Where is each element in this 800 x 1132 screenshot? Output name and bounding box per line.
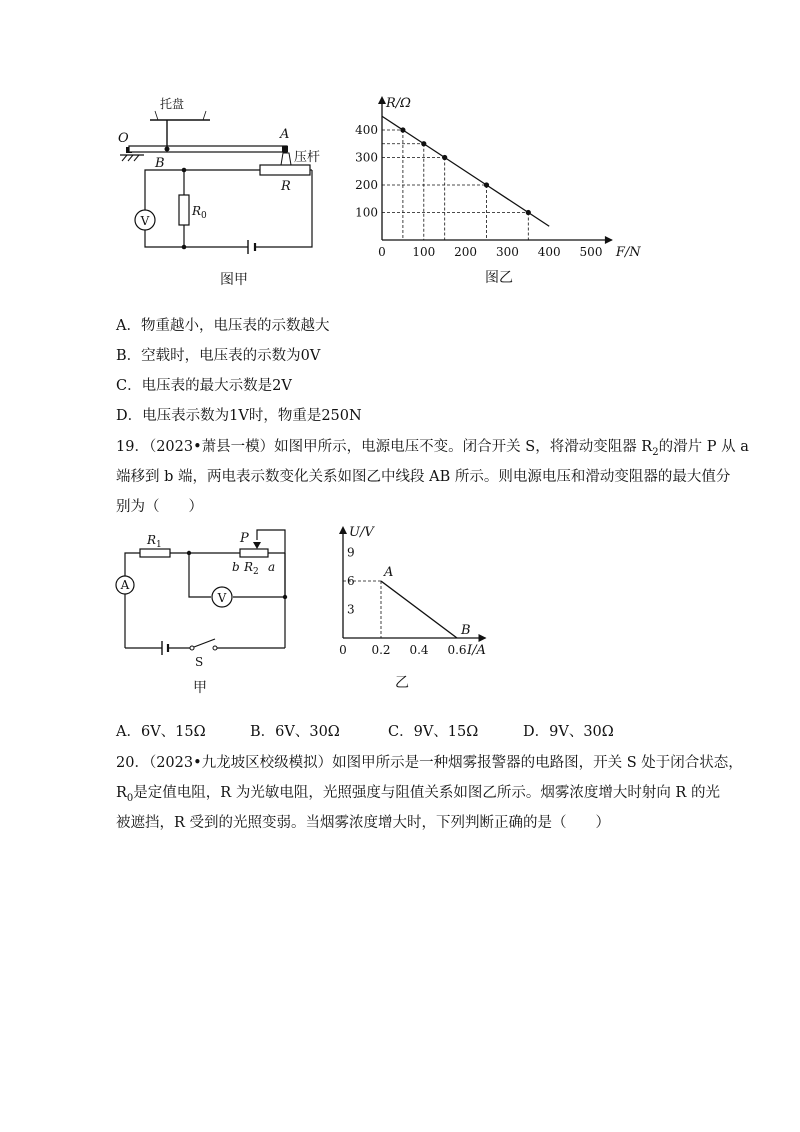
data-point <box>421 141 426 146</box>
y-tick-label: 200 <box>355 178 378 192</box>
label-a-end: a <box>268 560 276 574</box>
voltmeter-label-q19: V <box>217 591 227 605</box>
q19-stem-line-3: 别为（ ） <box>116 499 203 515</box>
q19-option-a: A．6V、15Ω <box>116 724 206 740</box>
x-axis-label: F/N <box>615 245 641 260</box>
y-tick-label: 6 <box>347 574 355 588</box>
q18-option-b: B．空载时，电压表的示数为0V <box>116 348 321 364</box>
x-tick-label: 0.6 <box>447 643 467 657</box>
label-r0-sub: 0 <box>201 211 207 221</box>
y-tick-label: 400 <box>355 123 378 137</box>
label-r0: R <box>192 204 202 218</box>
q20-stem-line-1: 20．（2023•九龙坡区校级模拟）如图甲所示是一种烟雾报警器的电路图，开关 S 处于闭合状态， <box>116 755 743 771</box>
point-label: B <box>461 623 471 638</box>
q19-caption-jia: 甲 <box>193 680 207 696</box>
figure-lever-circuit <box>110 95 360 295</box>
y-axis-label: R/Ω <box>386 96 411 111</box>
y-tick-label: 100 <box>355 205 378 220</box>
x-axis-arrow <box>479 634 487 642</box>
y-tick-label: 3 <box>347 602 355 617</box>
q19-option-b: B．6V、30Ω <box>250 724 340 740</box>
label-rod: 压杆 <box>294 150 321 165</box>
x-tick-label: 0 <box>339 643 347 657</box>
chart-resistance-force <box>350 90 650 290</box>
label-r: R <box>281 179 291 194</box>
data-point <box>400 127 405 132</box>
y-axis-arrow <box>378 96 386 104</box>
q18-option-c: C．电压表的最大示数是2V <box>116 378 292 394</box>
label-b-end: b <box>232 560 240 574</box>
label-r1: R <box>147 533 157 547</box>
x-axis-arrow <box>605 236 613 244</box>
x-tick-label: 200 <box>454 245 478 259</box>
label-a: A <box>280 127 290 142</box>
data-point <box>442 155 447 160</box>
chart-voltage-current <box>325 520 515 665</box>
x-axis-label: I/A <box>467 643 486 658</box>
svg-text:R1 <box>146 533 162 550</box>
data-point <box>484 182 489 187</box>
x-tick-label: 300 <box>495 245 519 259</box>
label-r1-sub: 1 <box>156 540 162 550</box>
point-label: A <box>384 565 394 580</box>
label-o: O <box>118 131 129 146</box>
y-axis-arrow <box>339 526 347 534</box>
q18-option-d: D．电压表示数为1V时，物重是250N <box>116 408 362 424</box>
figure-caption-jia: 图甲 <box>220 272 248 288</box>
label-b: B <box>155 156 165 171</box>
q19-option-c: C．9V、15Ω <box>388 724 479 740</box>
q19-stem-line-2: 端移到 b 端，两电表示数变化关系如图乙中线段 AB 所示。则电源电压和滑动变阻器的最大值分 <box>116 469 731 485</box>
q18-option-a: A．物重越小，电压表的示数越大 <box>116 318 330 334</box>
x-tick-label: 100 <box>412 245 436 259</box>
data-point <box>526 210 531 215</box>
q19-caption-yi: 乙 <box>395 675 409 691</box>
y-axis-label: U/V <box>349 525 374 540</box>
x-tick-label: 400 <box>537 245 561 259</box>
y-tick-label: 300 <box>355 150 378 165</box>
x-tick-label: 0.2 <box>371 643 391 657</box>
label-tray: 托盘 <box>160 97 185 111</box>
y-tick-label: 9 <box>347 545 355 560</box>
q19-option-d: D．9V、30Ω <box>523 724 614 740</box>
label-r2: R <box>244 560 254 574</box>
x-tick-label: 0.4 <box>409 643 429 657</box>
svg-text:R0 <box>191 204 207 221</box>
label-p: P <box>240 531 249 546</box>
x-tick-label: 500 <box>579 245 603 259</box>
figure-q19-circuit <box>105 522 305 672</box>
switch-label: S <box>195 655 204 669</box>
q19-stem-line-1: 19．（2023•萧县一模）如图甲所示，电源电压不变。闭合开关 S，将滑动变阻器 $R_2$的滑片 P 从 a <box>116 439 749 458</box>
svg-text:R2 <box>243 560 259 577</box>
voltmeter-label: V <box>140 214 150 228</box>
x-tick-label: 0 <box>378 245 386 259</box>
label-r2-sub: 2 <box>253 567 259 577</box>
ammeter-label: A <box>120 578 130 592</box>
q20-stem-line-3: 被遮挡，R 受到的光照变弱。当烟雾浓度增大时，下列判断正确的是（ ） <box>116 815 611 831</box>
figure-caption-yi: 图乙 <box>485 270 513 286</box>
q20-stem-line-2: $R_0$是定值电阻，R 为光敏电阻，光照强度与阻值关系如图乙所示。烟雾浓度增大时射向 R 的光 <box>116 785 720 804</box>
segment-ab <box>381 581 457 638</box>
data-line <box>382 116 549 226</box>
